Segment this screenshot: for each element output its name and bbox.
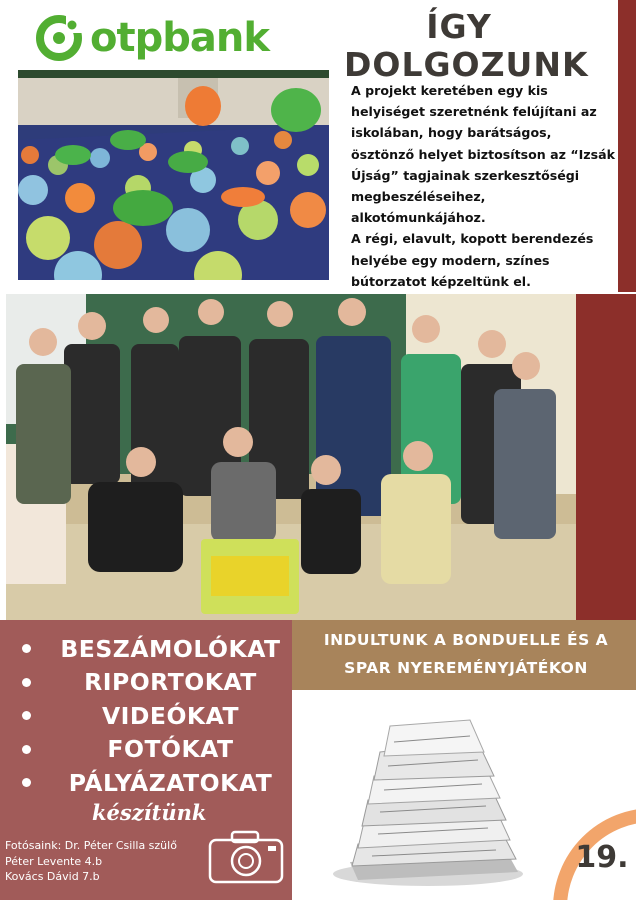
bullet-icon xyxy=(22,711,31,720)
photo-credits xyxy=(5,838,177,885)
group-photo xyxy=(6,294,576,620)
intro-paragraph-2: A régi, elavult, kopott berendezés helyébe egy modern, színes bútorzatot képzeltünk el. xyxy=(351,231,594,289)
list-item-text: BESZÁMOLÓKAT xyxy=(60,634,281,663)
side-band xyxy=(576,294,636,620)
bonduelle-text xyxy=(300,626,632,682)
intro-text xyxy=(351,80,616,292)
bullet-icon xyxy=(22,644,31,653)
list-suffix: készítünk xyxy=(92,800,207,825)
credit-line-2: Péter Levente 4.b xyxy=(5,854,103,868)
list-item xyxy=(22,666,292,700)
list-item-text: PÁLYÁZATOKAT xyxy=(68,768,273,797)
bonduelle-line-2: SPAR NYEREMÉNYJÁTÉKON xyxy=(344,659,588,677)
list-item-text: VIDEÓKAT xyxy=(101,701,240,730)
page-number: 19. xyxy=(575,840,629,875)
camera-icon xyxy=(206,826,286,886)
intro-paragraph-1: A projekt keretében egy kis helyiséget szeretnénk felújítani az iskolában, hogy barátságos, ösztönző helyet biztosítson az “Izsák Újság” tagjainak szerkesztőségi megbeszéléseihez, alkotómunkájához. xyxy=(351,83,616,226)
list-item-text: FOTÓKAT xyxy=(107,735,234,764)
list-item xyxy=(22,699,292,733)
activities-list xyxy=(22,632,292,800)
logo-text: otpbank xyxy=(90,15,269,61)
page-title xyxy=(344,7,589,84)
bullet-icon xyxy=(22,778,31,787)
title-line-1: ÍGY xyxy=(426,7,492,46)
list-item xyxy=(22,632,292,666)
classroom-photo xyxy=(18,70,329,280)
title-line-2: DOLGOZUNK xyxy=(344,45,589,84)
credit-line-3: Kovács Dávid 7.b xyxy=(5,870,100,883)
newspaper-stack-image xyxy=(328,694,528,894)
credit-line-1: Fotósaink: Dr. Péter Csilla szülő xyxy=(5,839,177,852)
list-item-text: RIPORTOKAT xyxy=(84,668,257,697)
otp-logo-icon xyxy=(36,15,82,61)
otp-logo xyxy=(36,12,306,64)
bullet-icon xyxy=(22,678,31,687)
bullet-icon xyxy=(22,745,31,754)
list-item xyxy=(22,766,292,800)
list-item xyxy=(22,733,292,767)
bonduelle-line-1: INDULTUNK A BONDUELLE ÉS A xyxy=(323,631,609,649)
right-edge-band xyxy=(618,0,636,292)
